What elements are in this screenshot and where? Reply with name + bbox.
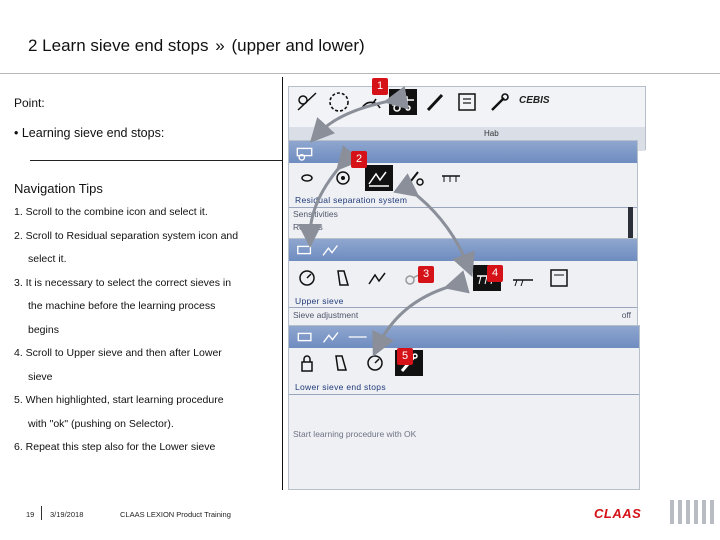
combine-icon[interactable]	[389, 89, 417, 115]
tip-line: 3. It is necessary to select the correct sieves in	[14, 276, 232, 289]
upper-screen-title: Upper sieve	[295, 296, 344, 306]
speed-icon[interactable]	[293, 265, 321, 291]
navigation-tips-title: Navigation Tips	[14, 181, 103, 196]
lock-icon[interactable]	[293, 350, 321, 376]
spacer-icon	[437, 265, 465, 291]
tip-line: with "ok" (pushing on Selector).	[28, 417, 174, 430]
sieve-adjustment-item[interactable]: Sieve adjustment	[293, 310, 359, 320]
footer-course: CLAAS LEXION Product Training	[120, 510, 231, 519]
cebis-brand: CEBIS	[519, 95, 550, 106]
decorative-bars	[670, 500, 720, 524]
hidden-label-fragment: Hab	[484, 129, 499, 138]
rotor-icon[interactable]	[329, 165, 357, 191]
callout-5: 5	[397, 348, 413, 365]
wrench-icon[interactable]	[485, 89, 513, 115]
residual-screen-title: Residual separation system	[295, 195, 408, 205]
section-divider	[30, 160, 282, 161]
lower-screen-title: Lower sieve end stops	[295, 382, 386, 392]
tip-line: 2. Scroll to Residual separation system icon and	[14, 229, 239, 242]
breadcrumb-icons	[295, 328, 379, 346]
tip-line: 6. Repeat this step also for the Lower sieve	[14, 441, 216, 453]
tip-line: 1. Scroll to the combine icon and select it.	[14, 206, 208, 218]
page-number: 19	[26, 510, 35, 519]
sensor-icon[interactable]	[401, 165, 429, 191]
slide-title-main: 2 Learn sieve end stops	[28, 36, 209, 55]
speed-icon[interactable]	[361, 350, 389, 376]
brush-icon[interactable]	[421, 89, 449, 115]
learning-instruction: Start learning procedure with OK	[293, 429, 417, 439]
point-label: Point:	[14, 96, 45, 110]
title-divider	[0, 73, 720, 74]
sieve-icon[interactable]	[437, 165, 465, 191]
sieve-adjustment-value: off	[621, 310, 631, 320]
menu-item-sensitivities[interactable]: Sensitivities	[293, 209, 338, 219]
tip-line: sieve	[28, 370, 53, 383]
tip-line: begins	[28, 323, 59, 336]
footer-separator	[41, 506, 42, 520]
navigation-tips-list	[14, 201, 280, 460]
combine-header-icon	[295, 143, 323, 161]
lower-sieve-screen	[288, 325, 640, 490]
chaffer-icon[interactable]	[365, 265, 393, 291]
parameter-icon[interactable]	[453, 89, 481, 115]
upper-sieve-screen	[288, 238, 638, 328]
point-bullet: • Learning sieve end stops:	[14, 126, 165, 140]
main-icon-row	[293, 89, 513, 115]
dial-icon[interactable]	[325, 89, 353, 115]
grain-icon[interactable]	[329, 265, 357, 291]
menu-item-returns[interactable]: Returns	[293, 222, 323, 232]
callout-3: 3	[418, 266, 434, 283]
screen-header	[289, 141, 637, 163]
sun-settings-icon[interactable]	[293, 89, 321, 115]
footer-date: 3/19/2018	[50, 510, 84, 519]
screen-header	[289, 239, 637, 261]
screen-header	[289, 326, 639, 348]
breadcrumb-icons	[295, 241, 351, 259]
scrollbar[interactable]	[628, 207, 633, 241]
lower-sieve-icon[interactable]	[509, 265, 537, 291]
tip-line: 5. When highlighted, start learning procedure	[14, 394, 224, 406]
claas-logo: CLAAS	[594, 506, 642, 521]
title-separator: »	[215, 36, 225, 55]
slide-title	[28, 36, 365, 56]
residual-icon-row	[293, 165, 465, 191]
tip-line: 4. Scroll to Upper sieve and then after Lower	[14, 347, 222, 359]
slide-title-suffix: (upper and lower)	[231, 36, 365, 55]
callout-2: 2	[351, 151, 367, 168]
callout-1: 1	[372, 78, 388, 95]
residual-separation-icon[interactable]	[365, 165, 393, 191]
tip-line: select it.	[28, 253, 67, 265]
column-divider	[282, 77, 283, 490]
tip-line: the machine before the learning process	[28, 300, 216, 312]
callout-4: 4	[487, 265, 503, 282]
eye-icon[interactable]	[293, 165, 321, 191]
grain-icon[interactable]	[327, 350, 355, 376]
adjust-icon[interactable]	[545, 265, 573, 291]
